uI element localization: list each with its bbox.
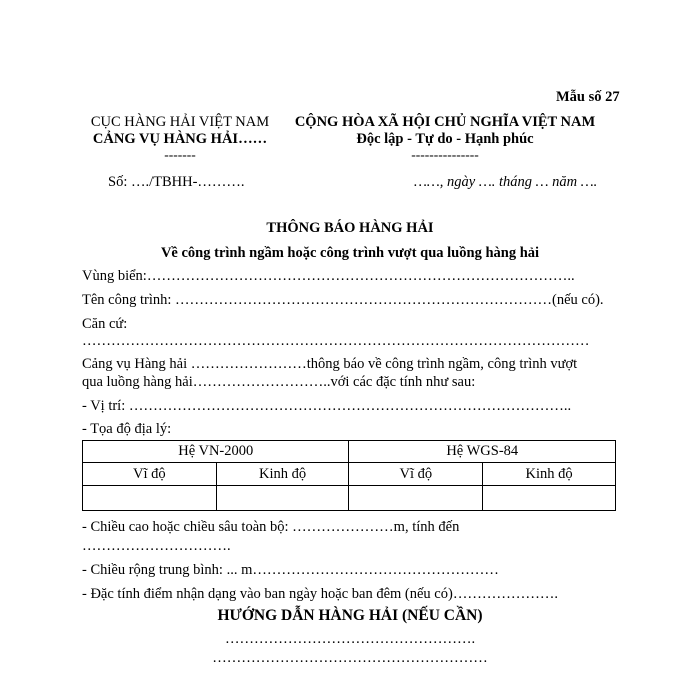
height-depth-field: - Chiều cao hoặc chiều sâu toàn bộ: …………………m, tính đến	[82, 519, 460, 535]
column-longitude-vn2000: Kinh độ	[216, 463, 349, 486]
system-vn2000: Hệ VN-2000	[83, 441, 349, 463]
announcement-line-1: Cảng vụ Hàng hải ……………………thông báo về công trình ngầm, công trình vượt	[82, 356, 578, 372]
system-wgs84: Hệ WGS-84	[349, 441, 616, 463]
cell-longitude-vn2000	[216, 486, 349, 511]
column-latitude-vn2000: Vĩ độ	[83, 463, 217, 486]
column-longitude-wgs84: Kinh độ	[483, 463, 616, 486]
coordinates-label: - Tọa độ địa lý:	[82, 421, 172, 437]
table-row	[83, 486, 616, 511]
column-latitude-wgs84: Vĩ độ	[349, 463, 483, 486]
work-name-field: Tên công trình: ……………………………………………………………………(nếu có).	[82, 292, 604, 308]
basis-dots: ……………………………………………………………………………………………	[82, 333, 590, 349]
nation-title: CỘNG HÒA XÃ HỘI CHỦ NGHĨA VIỆT NAM	[294, 114, 596, 130]
guidance-line-2: …………………………………………………	[212, 650, 488, 666]
date-line: ……, ngày …. tháng … năm ….	[414, 174, 598, 190]
form-number: Mẫu số 27	[556, 89, 620, 105]
coordinates-table	[82, 440, 616, 511]
cell-latitude-vn2000	[83, 486, 217, 511]
coordinates-column-header	[83, 463, 616, 486]
cell-latitude-wgs84	[349, 486, 483, 511]
guidance-title: HƯỚNG DẪN HÀNG HẢI (NẾU CẦN)	[217, 607, 483, 624]
position-field: - Vị trí: ………………………………………………………………………………..	[82, 398, 572, 414]
average-width-field: - Chiều rộng trung bình: ... m……………………………………………	[82, 562, 499, 578]
document-number: Số: …./TBHH-……….	[108, 174, 245, 190]
basis-label: Căn cứ:	[82, 316, 128, 332]
cell-longitude-wgs84	[483, 486, 616, 511]
nation-motto: Độc lập - Tự do - Hạnh phúc	[356, 131, 534, 147]
notice-title: THÔNG BÁO HÀNG HẢI	[266, 220, 434, 236]
guidance-line-1: …………………………………………….	[224, 631, 476, 647]
notice-subtitle: Về công trình ngầm hoặc công trình vượt qua luồng hàng hải	[160, 245, 540, 261]
issuer-agency: CỤC HÀNG HẢI VIỆT NAM	[90, 114, 270, 130]
coordinates-system-header	[83, 441, 616, 463]
announcement-line-2: qua luồng hàng hải………………………..với các đặc tính như sau:	[82, 374, 476, 390]
sea-area-field: Vùng biển:……………………………………………………………………………..	[82, 268, 575, 284]
issuer-rule: -------	[164, 147, 196, 162]
height-depth-continuation: ………………………….	[82, 538, 231, 554]
issuer-port-authority: CẢNG VỤ HÀNG HẢI……	[92, 131, 268, 147]
nation-rule: ---------------	[411, 147, 479, 162]
identification-field: - Đặc tính điểm nhận dạng vào ban ngày hoặc ban đêm (nếu có)………………….	[82, 586, 558, 602]
